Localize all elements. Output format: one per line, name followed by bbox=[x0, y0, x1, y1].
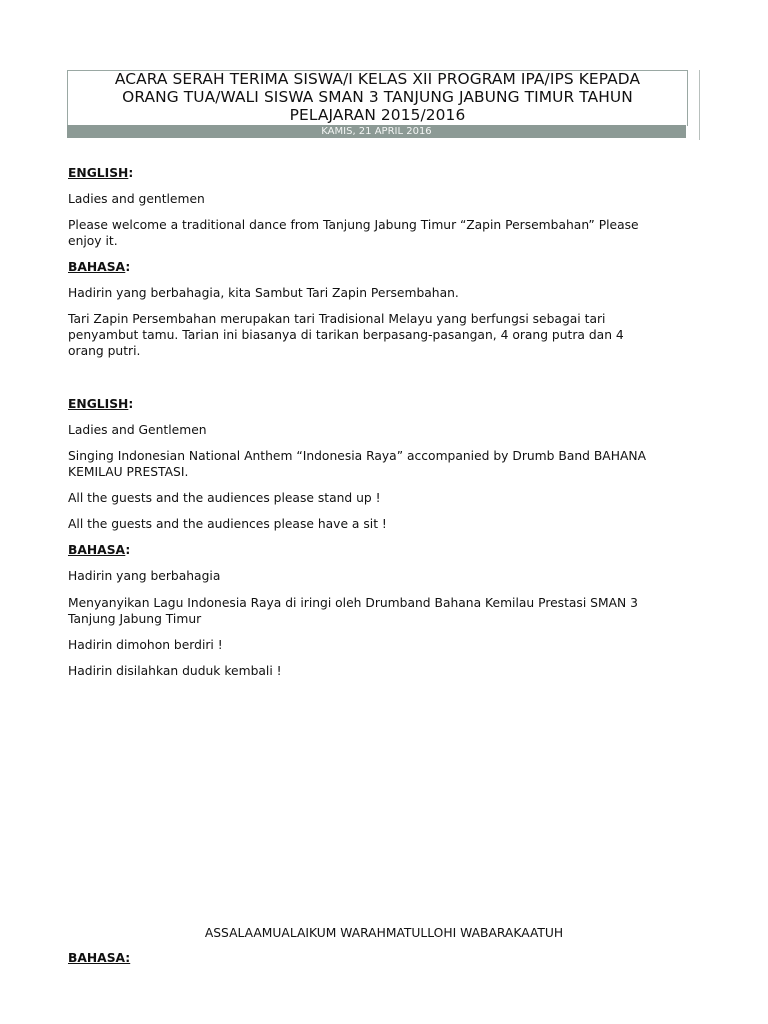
bahasa-line: Tanjung Jabung Timur bbox=[68, 612, 202, 626]
english-line: Ladies and gentlemen bbox=[68, 192, 205, 206]
margin-rule bbox=[699, 70, 700, 140]
english-line: Ladies and Gentlemen bbox=[68, 423, 207, 437]
bahasa-line: Hadirin yang berbahagia bbox=[68, 569, 221, 583]
bahasa-line: Hadirin disilahkan duduk kembali ! bbox=[68, 664, 282, 678]
document-title bbox=[67, 70, 688, 124]
english-heading-2: ENGLISH: bbox=[68, 397, 134, 411]
english-heading-1: ENGLISH: bbox=[68, 166, 134, 180]
bahasa-line: Menyanyikan Lagu Indonesia Raya di iringi oleh Drumband Bahana Kemilau Prestasi SMAN 3 bbox=[68, 596, 638, 610]
title-line-1: ACARA SERAH TERIMA SISWA/I KELAS XII PROGRAM IPA/IPS KEPADA bbox=[114, 70, 641, 88]
bahasa-line: orang putri. bbox=[68, 344, 141, 358]
english-line: All the guests and the audiences please stand up ! bbox=[68, 491, 381, 505]
bahasa-line: penyambut tamu. Tarian ini biasanya di tarikan berpasang-pasangan, 4 orang putra dan 4 bbox=[68, 328, 624, 342]
english-line: Please welcome a traditional dance from Tanjung Jabung Timur “Zapin Persembahan” Please bbox=[68, 218, 639, 232]
english-line: enjoy it. bbox=[68, 234, 118, 248]
bahasa-heading-2: BAHASA: bbox=[68, 543, 131, 557]
bahasa-line: Tari Zapin Persembahan merupakan tari Tradisional Melayu yang berfungsi sebagai tari bbox=[68, 312, 606, 326]
title-line-2: ORANG TUA/WALI SISWA SMAN 3 TANJUNG JABUNG TIMUR TAHUN bbox=[122, 88, 633, 106]
title-line-3: PELAJARAN 2015/2016 bbox=[289, 106, 466, 124]
closing-greeting: ASSALAAMUALAIKUM WARAHMATULLOHI WABARAKAATUH bbox=[204, 926, 564, 940]
english-line: All the guests and the audiences please have a sit ! bbox=[68, 517, 387, 531]
bahasa-heading-1: BAHASA: bbox=[68, 260, 131, 274]
english-line: KEMILAU PRESTASI. bbox=[68, 465, 189, 479]
bahasa-heading-3: BAHASA: bbox=[68, 951, 131, 965]
bahasa-line: Hadirin dimohon berdiri ! bbox=[68, 638, 223, 652]
bahasa-line: Hadirin yang berbahagia, kita Sambut Tari Zapin Persembahan. bbox=[68, 286, 459, 300]
date-bar: KAMIS, 21 APRIL 2016 bbox=[67, 125, 686, 138]
english-line: Singing Indonesian National Anthem “Indonesia Raya” accompanied by Drumb Band BAHANA bbox=[68, 449, 646, 463]
